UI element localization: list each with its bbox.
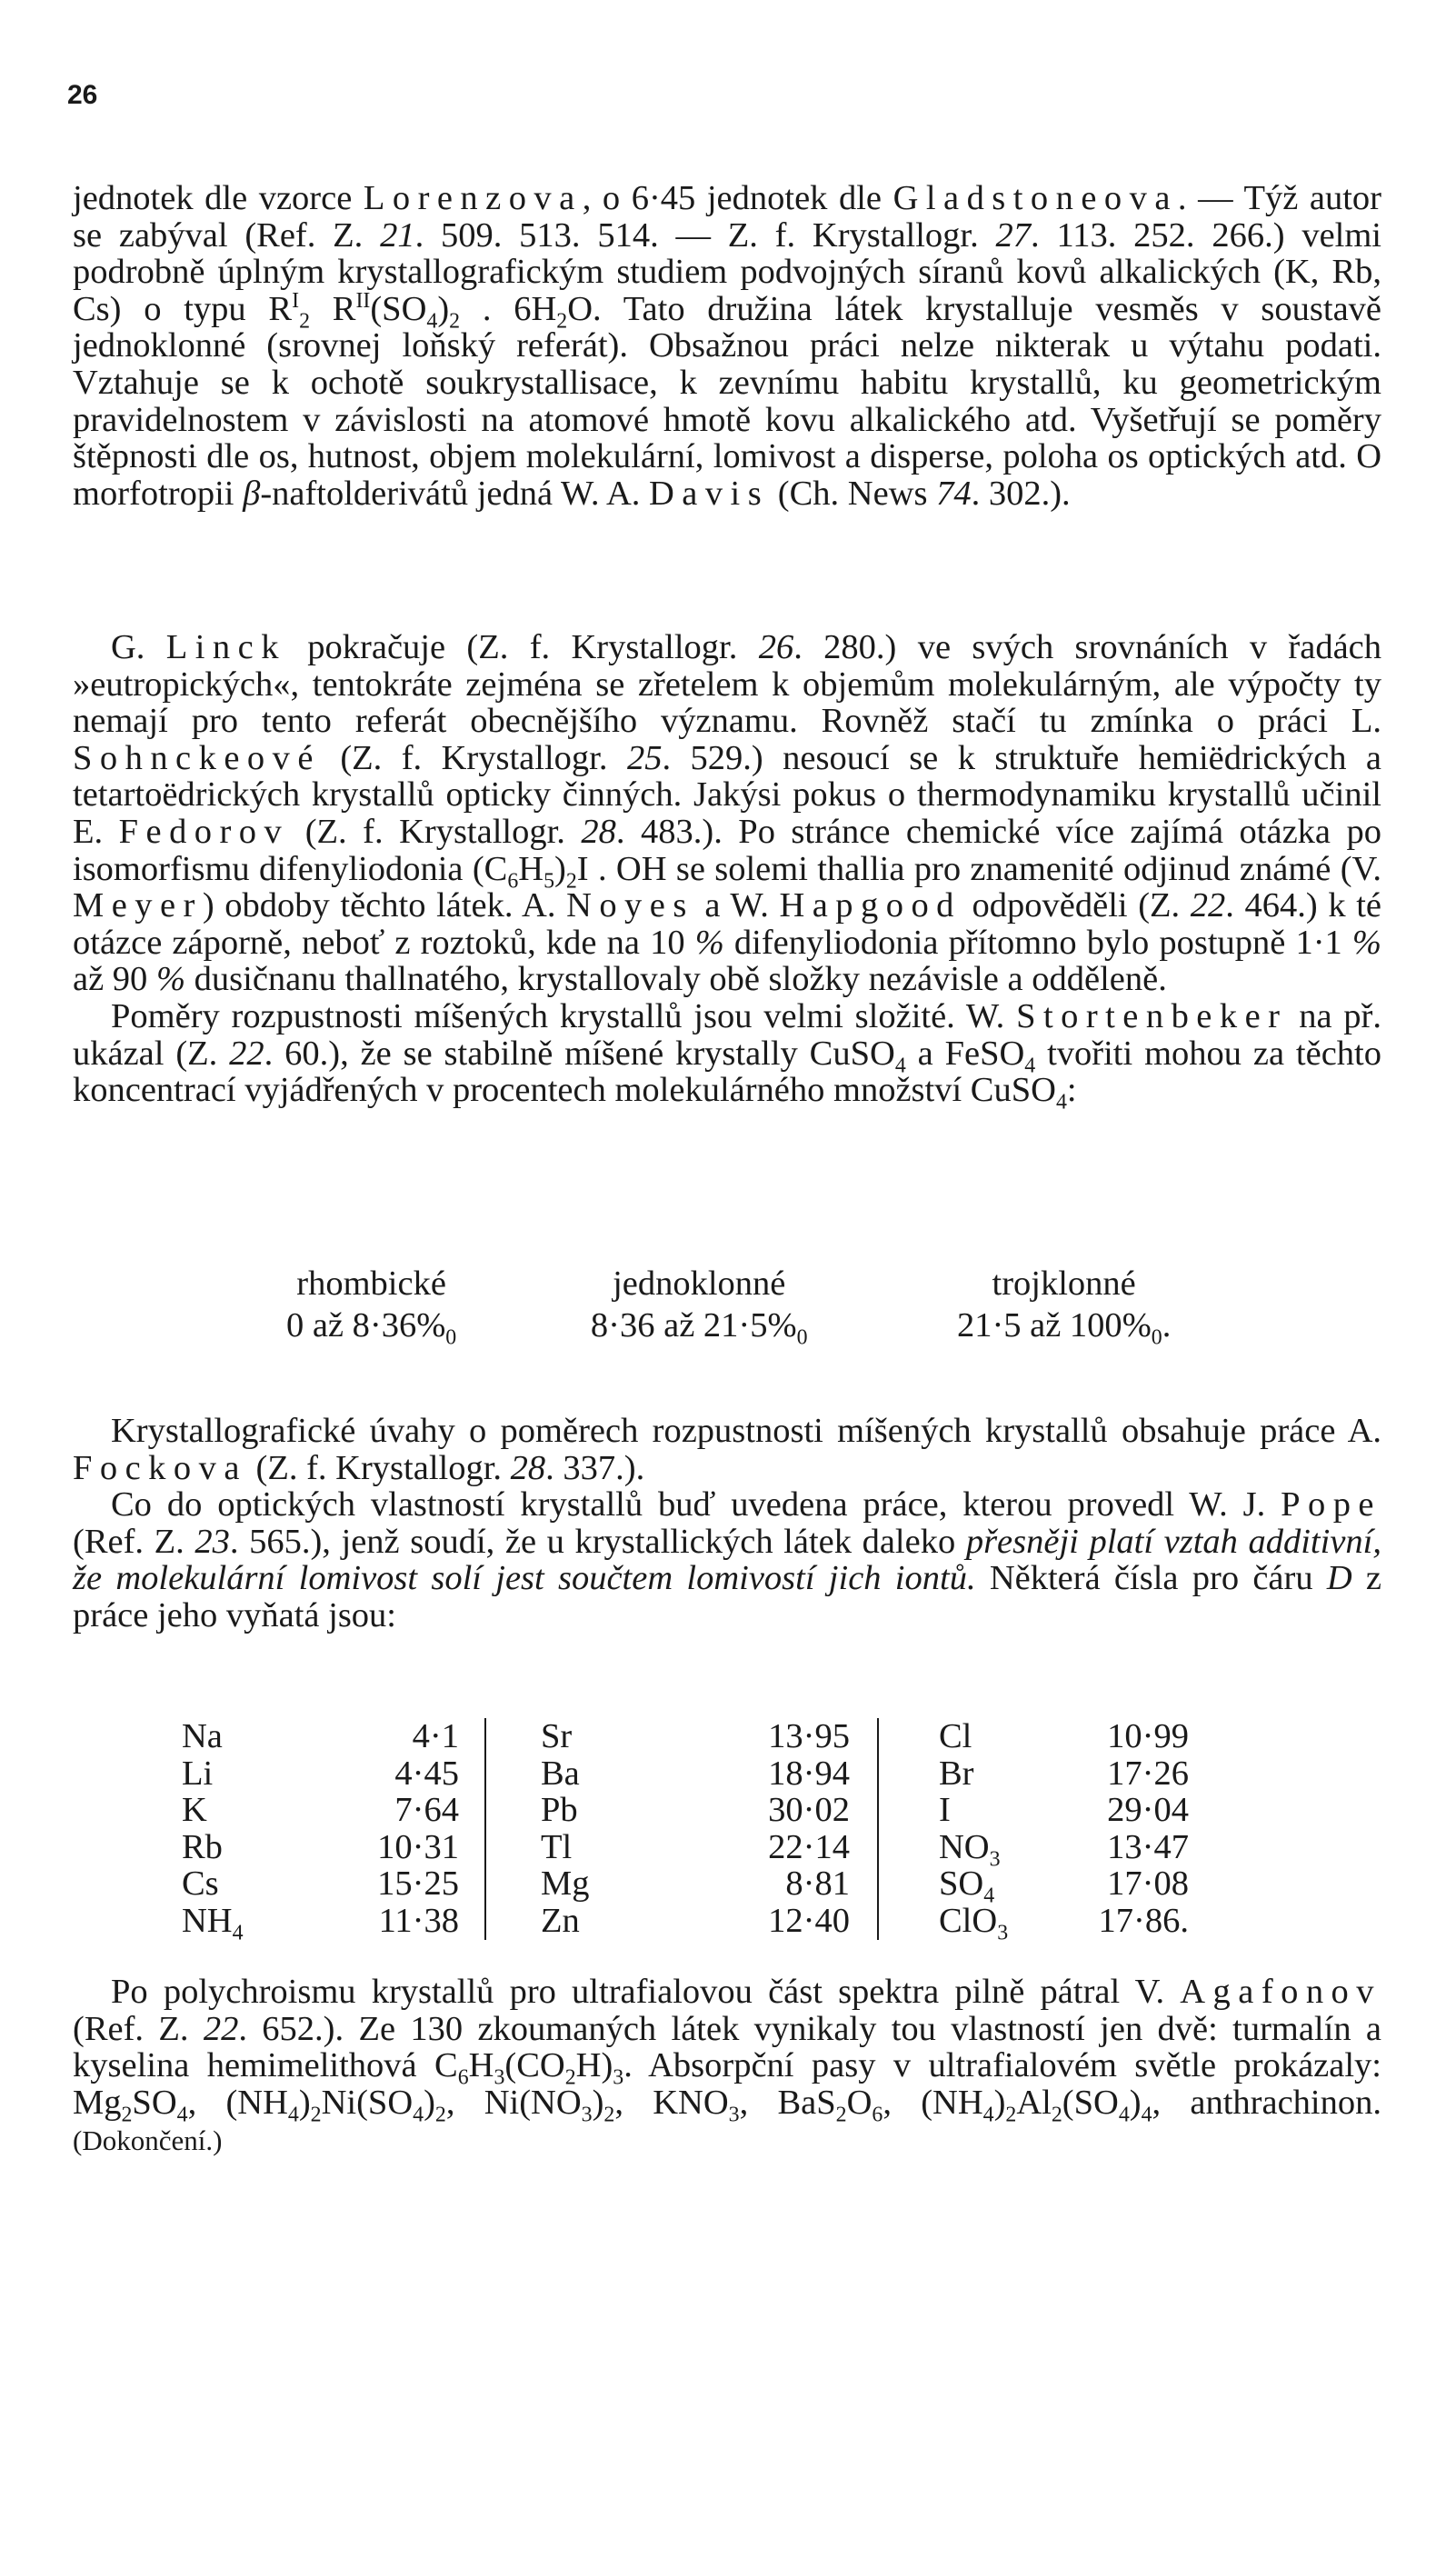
author-name: Linck: [165, 628, 286, 666]
ion-name-cell: $NH_4$: [182, 1901, 244, 1945]
ion-value-cell: 13·95: [768, 1717, 850, 1755]
ion-value-cell: 22·14: [768, 1827, 850, 1866]
ion-name-cell: Cl: [878, 1718, 1093, 1755]
ion-name-cell: ClO$_3$: [878, 1903, 1093, 1940]
ion-name-cell: Tl: [485, 1829, 709, 1866]
continuation-note: (Dokončení.): [73, 2124, 223, 2157]
ion-name-cell: Sr: [485, 1718, 709, 1755]
table-row: [182, 1755, 1189, 1793]
table-cell: 21·5 až $100\%_0$.: [956, 1306, 1172, 1350]
ion-name-cell: Br: [878, 1755, 1093, 1793]
ion-value-cell: 10·31: [377, 1827, 459, 1866]
text-block-4: [73, 1974, 1381, 2160]
paragraph-agafonov: Po polychroismu krystallů pro ultrafialovou část spektra pilně pátral V. Agafonov (Ref. Z. 22. 652.). Ze 130 zkoumaných látek vynikaly tou vlastností jen dvě: turmalín a kyselina hemimelithová $C_6H_3(CO_2H)_3$. Absorpční pasy v ultrafialovém světle prokázaly: $Mg_2SO_4$, $(NH_4)_2Ni(SO_4)_2$, $Ni(NO_3)_2$, $KNO_3$, $BaS_2O_6$, $(NH_4)_2Al_2(SO_4)_4$, anthrachinon. (Dokončení.): [73, 1973, 1382, 2157]
text-block-3: [73, 1413, 1381, 1634]
paragraph-linck: G. Linck pokračuje (Z. f. Krystallogr. 26. 280.) ve svých srovnáních v řadách »eutropických«, tentokráte zejména se zřetelem k objemům molekulárným, ale výpočty ty nemají pro tento referát obecnějšího významu. Rovněž stačí tu zmínka o práci L. Sohnckeové (Z. f. Krystallogr. 25. 529.) nesoucí se k struktuře hemiëdrických a tetartoëdrických krystallů opticky činných. Jakýsi pokus o thermodynamiku krystallů učinil E. Fedorov (Z. f. Krystallogr. 28. 483.). Po stránce chemické více zajímá otázka po isomorfismu difenyliodonia $(C_6H_5)_2I$ . OH se solemi thallia pro znamenité odjinud známé (V. Meyer) obdoby těchto látek. A. Noyes a W. Hapgood odpověděli (Z. 22. 464.) k té otázce záporně, neboť z roztoků, kde na 10 % difenyliodonia přítomno bylo postupně 1·1 % až 90 % dusičnanu thallnatého, krystallovaly obě složky nezávisle a odděleně.: [73, 628, 1381, 999]
author-name: Pope: [1281, 1485, 1381, 1524]
text-block-2: [73, 628, 1381, 1115]
table-row: [182, 1829, 1189, 1866]
table-row: [182, 1903, 1189, 1940]
ion-value-cell: 10·99: [1107, 1717, 1189, 1755]
ion-value-cell: 17·26: [1107, 1754, 1189, 1793]
ion-value-cell: 17·08: [1107, 1864, 1189, 1904]
ion-name-cell: K: [182, 1791, 207, 1830]
table-header-cell: trojklonné: [992, 1265, 1136, 1303]
table-header-cell: rhombické: [296, 1265, 446, 1303]
ion-value-cell: 4·45: [394, 1754, 459, 1793]
ion-name-cell: Mg: [485, 1865, 709, 1903]
author-name: Stortenbeker: [1016, 996, 1288, 1035]
table-row: [182, 1792, 1189, 1829]
ion-value-cell: 18·94: [768, 1754, 850, 1793]
author-name: Noyes: [566, 886, 694, 925]
author-name: Sohnckeové: [73, 738, 321, 777]
ion-value-cell: 8·81: [785, 1864, 850, 1904]
ion-name-cell: $SO_4$: [878, 1865, 1093, 1903]
paragraph-fock: Krystallografické úvahy o poměrech rozpustnosti míšených krystallů obsahuje práce A. Fockova (Z. f. Krystallogr. 28. 337.).: [73, 1412, 1381, 1487]
ion-value-cell: 13·47: [1107, 1827, 1189, 1866]
ion-value-cell: 12·40: [768, 1901, 850, 1940]
ion-value-cell: 7·64: [394, 1791, 459, 1830]
ion-name-cell: Na: [182, 1717, 223, 1755]
ion-name-cell: I: [878, 1792, 1093, 1829]
author-name: Lorenzova: [363, 179, 583, 217]
ion-name-cell: $NO_3$: [878, 1829, 1093, 1866]
table-cell: 0 až $8\cdot 36\%_0$: [285, 1306, 457, 1350]
author-name: Davis: [649, 474, 770, 513]
ion-name-cell: Ba: [485, 1755, 709, 1793]
ion-name-cell: Pb: [485, 1792, 709, 1829]
table-header-cell: jednoklonné: [613, 1265, 786, 1303]
ion-value-cell: 15·25: [377, 1864, 459, 1904]
table-row: [182, 1718, 1189, 1755]
ion-value-cell: 11·38: [378, 1901, 459, 1940]
table-row: [227, 1304, 1245, 1346]
table-row: [182, 1865, 1189, 1903]
ion-name-cell: Rb: [182, 1827, 223, 1866]
ion-name-cell: Cs: [182, 1864, 219, 1904]
ion-value-cell: 17·86.: [1098, 1901, 1189, 1940]
ion-value-cell: 29·04: [1107, 1791, 1189, 1830]
ion-value-cell: 30·02: [768, 1791, 850, 1830]
table-row: [227, 1263, 1245, 1304]
ion-name-cell: Li: [182, 1754, 214, 1793]
ion-refraction-table: [182, 1717, 1189, 1945]
author-name: Agafonov: [1180, 1973, 1381, 2011]
author-name: Meyer: [73, 886, 203, 925]
author-name: Gladstoneova: [893, 179, 1178, 217]
paragraph-stortenbeker: Poměry rozpustnosti míšených krystallů jsou velmi složité. W. Stortenbeker na př. ukázal (Z. 22. 60.), že se stabilně míšené krystally CuSO$_4$ a FeSO$_4$ tvořiti mohou za těchto koncentrací vyjádřených v procentech molekulárného množství CuSO$_4$:: [73, 996, 1381, 1115]
text-block-1: [73, 180, 1381, 512]
page-number: 26: [67, 80, 98, 110]
paragraph-pope: Co do optických vlastností krystallů buď uvedena práce, kterou provedl W. J. Pope (Ref. Z. 23. 565.), jenž soudí, že u krystallických látek daleko přesněji platí vztah additivní, že molekulární lomivost solí jest součtem lomivostí jich iontů. Některá čísla pro čáru D z práce jeho vyňatá jsou:: [73, 1485, 1381, 1634]
ion-name-cell: Zn: [485, 1903, 709, 1940]
author-name: Hapgood: [779, 886, 962, 925]
author-name: Fockova: [73, 1448, 247, 1487]
table-cell: 8·36 až $21\cdot 5\%_0$: [590, 1306, 808, 1350]
concentration-table: [227, 1263, 1245, 1350]
paragraph-lorenz-gladstone: jednotek dle vzorce Lorenzova, o 6·45 jednotek dle Gladstoneova. — Týž autor se zabýval (Ref. Z. 21. 509. 513. 514. — Z. f. Krystallogr. 27. 113. 252. 266.) velmi podrobně úplným krystallografickým studiem podvojných síranů kovů alkalických (K, Rb, Cs) o typu $R^I_2$ $R^{II}(SO_4)_2$ . $6H_2O$. Tato družina látek krystalluje vesměs v soustavě jednoklonné (srovnej loňský referát). Obsažnou práci nelze nikterak u výtahu podati. Vztahuje se k ochotě soukrystallisace, k zevnímu habitu krystallů, ku geometrickým pravidelnostem v závislosti na atomové hmotě kovu alkalického atd. Vyšetřují se poměry štěpnosti dle os, hutnost, objem molekulární, lomivost a disperse, poloha os optických atd. O morfotropii β-naftolderivátů jedná W. A. Davis (Ch. News 74. 302.).: [73, 179, 1382, 513]
ion-value-cell: 4·1: [412, 1717, 459, 1755]
author-name: Fedorov: [118, 812, 290, 851]
